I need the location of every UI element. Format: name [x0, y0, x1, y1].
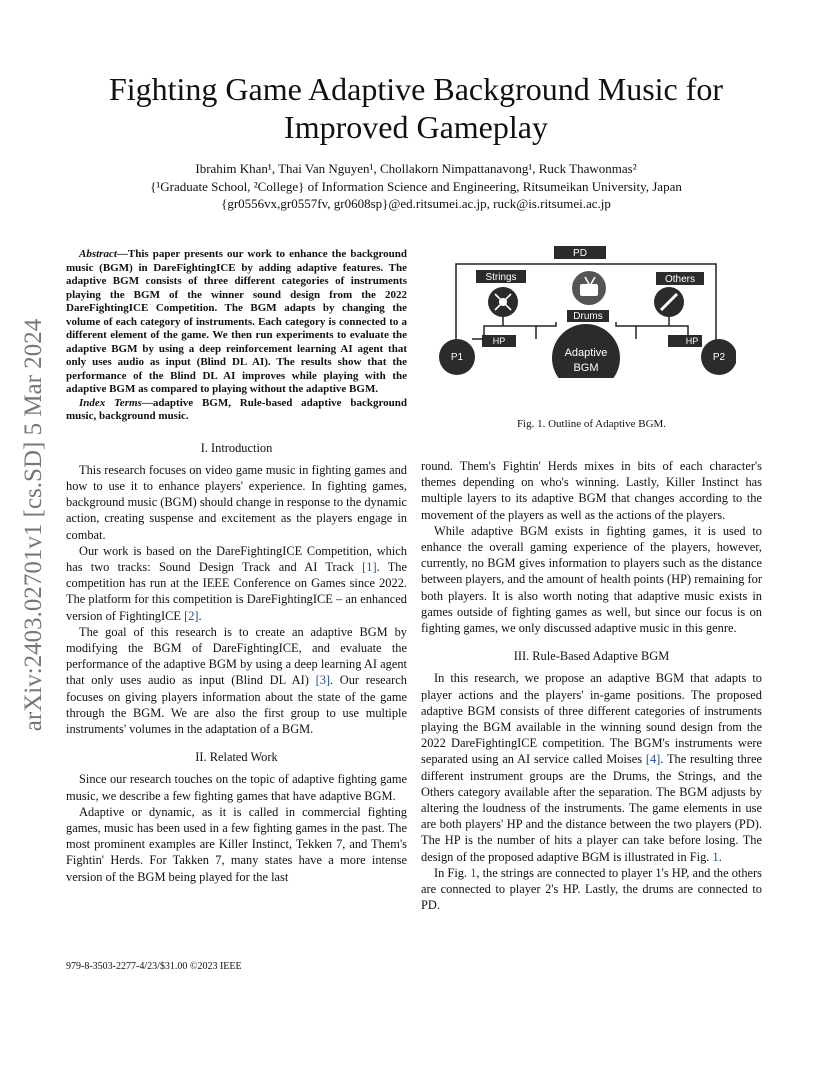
- text-span: In this research, we propose an adaptive BGM that adapts to player actions and the players' in-game positions. The proposed adaptive BGM consists of three different categories of instruments playing the BGM available in the winning sound design from the 2022 DareFightingICE competition. The BGM's instruments were separated using an AI service called Moises: [421, 671, 762, 767]
- index-terms-text: —adaptive BGM, Rule-based adaptive background music, background music.: [66, 396, 407, 422]
- paragraph: [66, 624, 407, 737]
- index-terms: [66, 397, 407, 424]
- affiliation: {¹Graduate School, ²College} of Information Science and Engineering, Ritsumeikan University, Japan: [150, 178, 682, 194]
- right-column: [421, 458, 762, 913]
- text-span: . The resulting three different instrument groups are the Drums, the Strings, and the Others category available after the separation. The BGM adjusts by altering the loudness of the instruments. The game elements in use are both players' HP and the distance between the two players (PD). The HP is the number of hits a player can take before losing. The design of the proposed adaptive BGM is illustrated in Fig.: [421, 752, 762, 864]
- text-span: The goal of this research is to create an adaptive BGM by modifying the BGM of DareFightingICE, and evaluate the performance of the adaptive BGM by using a deep learning AI agent that only uses audio as input (Blind DL AI): [66, 624, 407, 688]
- player-avatar-icon: [439, 339, 475, 375]
- text-span: In Fig.: [434, 865, 471, 880]
- figure-link[interactable]: 1: [470, 865, 477, 880]
- section-heading-related-work: II. Related Work: [195, 750, 278, 765]
- paragraph: round. Them's Fightin' Herds mixes in bits of each character's themes depending on who's winning. Lastly, Killer Instinct has multiple layers to its adaptive BGM that changes according to the movement of the players as well as the actions of the players.: [421, 459, 762, 522]
- abstract-label: Abstract: [79, 248, 117, 260]
- pd-label: PD: [573, 248, 587, 259]
- paper-title: Fighting Game Adaptive Background Music for Improved Gameplay: [108, 71, 724, 145]
- citation-link[interactable]: [2]: [184, 608, 199, 623]
- violin-icon: [488, 287, 518, 317]
- paragraph: [421, 670, 762, 864]
- arxiv-identifier: arXiv:2403.02701v1 [cs.SD] 5 Mar 2024: [20, 318, 47, 732]
- paragraph: [66, 543, 407, 624]
- abstract: [66, 248, 407, 397]
- abstract-text: —This paper presents our work to enhance the background music (BGM) in DareFightingICE by adding adaptive features. The adaptive BGM consists of three different categories of instruments playing the BGM of the winner sound design from the 2022 DareFightingICE Competition. The BGM adapts by changing the volume of each category of instruments. Each category is connected to a different element of the game. We then run experiments to evaluate the adaptive BGM by using a deep reinforcement learning AI agent that only uses audio as input (Blind DL AI). The results show that the performance of the Blind DL AI improves while playing with the adaptive BGM as compared to playing without the adaptive BGM.: [66, 248, 407, 395]
- paragraph: This research focuses on video game music in fighting games and how to use it to enhance players' experience. In fighting games, background music (BGM) should change in response to the dynamic action, creating suspense and excitement as the players engage in combat.: [66, 462, 408, 542]
- section-heading-introduction: I. Introduction: [200, 440, 273, 455]
- p1-label: P1: [450, 352, 464, 363]
- citation-link[interactable]: [3]: [315, 673, 331, 688]
- text-span: Our work is based on the DareFightingICE Competition, which has two tracks: Sound Design Track and AI Track: [66, 543, 407, 574]
- copyright-footer: 979-8-3503-2277-4/23/$31.00 ©2023 IEEE: [66, 961, 242, 972]
- others-label: Others: [664, 274, 696, 285]
- text-span: . Our research focuses on giving players information about the state of the game through the BGM. We are also the first group to use multiple instruments' volumes in the adaptation of a BGM.: [66, 673, 407, 736]
- citation-link[interactable]: [4]: [645, 752, 661, 767]
- author-list: Ibrahim Khan¹, Thai Van Nguyen¹, Chollakorn Nimpattanavong¹, Ruck Thawonmas²: [195, 161, 637, 176]
- text-span: , the strings are connected to player 1's HP, and the others are connected to player 2's HP. Lastly, the drums are connected to PD.: [421, 865, 762, 913]
- center-label-2: BGM: [573, 362, 599, 374]
- author-emails: {gr0556vx,gr0557fv, gr0608sp}@ed.ritsumei.ac.jp, ruck@is.ritsumei.ac.jp: [221, 196, 611, 211]
- p2-label: P2: [712, 352, 726, 363]
- paragraph: Since our research touches on the topic of adaptive fighting game music, we describe a few fighting games that have adaptive BGM.: [66, 772, 407, 803]
- text-span: .: [718, 849, 722, 864]
- drums-label: Drums: [573, 311, 603, 322]
- center-label-1: Adaptive: [564, 347, 608, 359]
- figure-caption: Fig. 1. Outline of Adaptive BGM.: [516, 418, 667, 430]
- left-column: [66, 248, 407, 885]
- adaptive-bgm-diagram: [436, 246, 736, 378]
- paragraph: Adaptive or dynamic, as it is called in commercial fighting games, music has been used in a few fighting games in the past. The most prominent examples are Killer Instinct, Tekken 7, and Them's Fightin' Herds. For Takken 7, many states have a more intense version of the BGM being played for the last: [66, 804, 407, 884]
- author-block: [66, 160, 766, 213]
- drum-icon: [572, 271, 606, 305]
- section-heading-rule-based: III. Rule-Based Adaptive BGM: [513, 649, 670, 664]
- text-span: .: [198, 608, 202, 623]
- player-avatar-icon: [701, 339, 736, 375]
- strings-label: Strings: [485, 272, 517, 283]
- text-span: . The competition has run at the IEEE Conference on Games since 2022. The platform for this competition is DareFightingICE – an enhanced version of FightingICE: [66, 559, 407, 623]
- figure-link[interactable]: 1: [712, 849, 719, 864]
- citation-link[interactable]: [1]: [362, 559, 377, 574]
- hp-left-label: HP: [492, 336, 506, 346]
- paragraph: [421, 865, 762, 914]
- arxiv-sidebar-stamp: [8, 290, 60, 760]
- index-terms-label: Index Terms: [79, 396, 142, 409]
- hp-right-label: HP: [685, 336, 699, 346]
- paragraph: While adaptive BGM exists in fighting games, it is used to enhance the overall gaming experience of the players, however, currently, no BGM gives information to players such as the distance between players, and the amount of health points (HP) remaining for both players. It is also worth noting that adaptive music exists in games outside of fighting games as well, but since our focus is on fighting games, we only discussed adaptive music in this genre.: [421, 523, 762, 636]
- flute-icon: [654, 287, 684, 317]
